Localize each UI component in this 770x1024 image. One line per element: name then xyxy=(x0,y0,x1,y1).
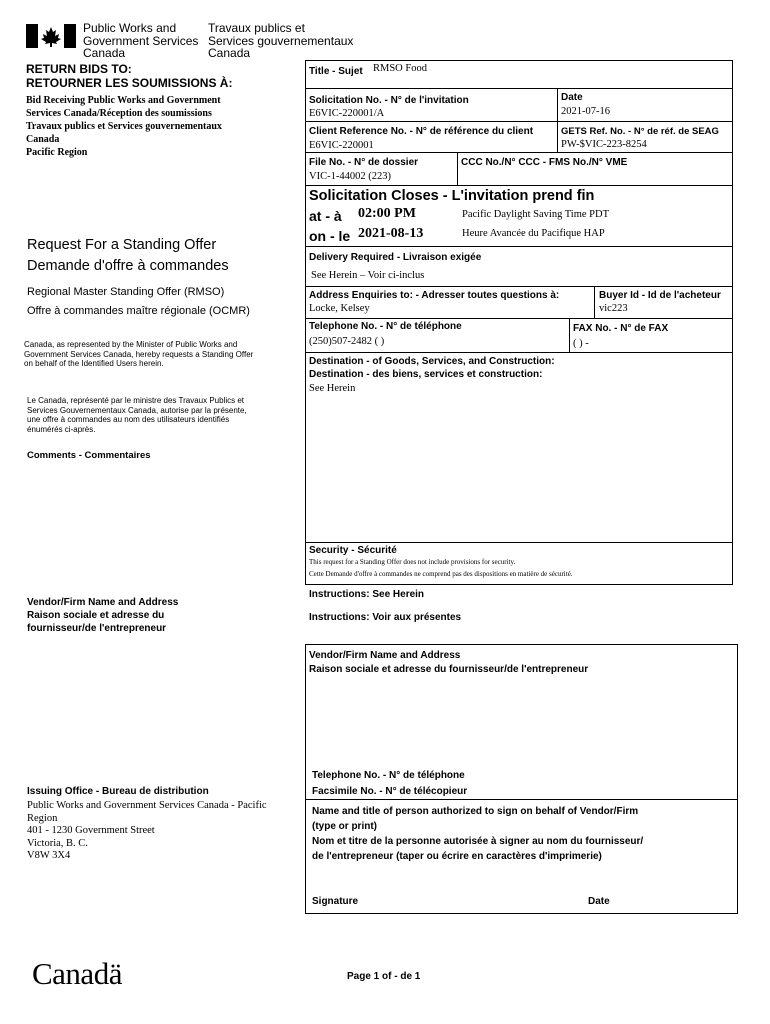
timezone-en: Pacific Daylight Saving Time PDT xyxy=(462,209,609,220)
return-bids-heading xyxy=(26,62,232,90)
solicitation-label: Solicitation No. - N° de l'invitation xyxy=(309,95,469,106)
dept-fr-line: Services gouvernementaux xyxy=(208,33,354,48)
address-enquiries-label: Address Enquiries to: - Adresser toutes questions à: xyxy=(309,290,560,301)
date-value: 2021-07-16 xyxy=(561,106,610,117)
address-enquiries-value: Locke, Kelsey xyxy=(309,303,370,314)
destination-label-fr: Destination - des biens, services et construction: xyxy=(309,369,543,380)
dept-fr-line: Canada xyxy=(208,46,251,60)
gets-value: PW-$VIC-223-8254 xyxy=(561,139,647,150)
paragraph-line: Services Gouvernementaux Canada, autorise par la présente, xyxy=(27,405,247,415)
issuing-line: 401 - 1230 Government Street xyxy=(27,825,155,836)
title-label: Title - Sujet xyxy=(309,66,363,77)
date-label: Date xyxy=(561,92,583,103)
dept-en-line: Public Works and xyxy=(83,21,177,35)
vendor-box-label-en: Vendor/Firm Name and Address xyxy=(309,650,461,661)
return-bids-title-en: RETURN BIDS TO: xyxy=(26,62,132,76)
destination-value: See Herein xyxy=(309,383,356,394)
issuing-line: Victoria, B. C. xyxy=(27,837,88,849)
authorized-person-label xyxy=(312,804,643,864)
client-ref-label: Client Reference No. - N° de référence du client xyxy=(309,126,534,137)
comments-label: Comments - Commentaires xyxy=(27,450,151,461)
address-line: Canada xyxy=(26,134,60,145)
paragraph-line: Canada, as represented by the Minister of Public Works and xyxy=(24,340,238,349)
request-subtitle xyxy=(27,283,250,321)
buyer-id-value: vic223 xyxy=(599,303,628,314)
request-title-fr: Demande d'offre à commandes xyxy=(27,258,229,274)
vendor-box-label-fr: Raison sociale et adresse du fournisseur/de l'entrepreneur xyxy=(309,664,589,675)
solicitation-value: E6VIC-220001/A xyxy=(309,108,385,119)
auth-label-line: de l'entrepreneur (taper ou écrire en caractères d'imprimerie) xyxy=(312,851,602,862)
telephone-label: Telephone No. - N° de téléphone xyxy=(309,321,462,332)
file-value: VIC-1-44002 (223) xyxy=(309,171,391,182)
request-paragraph-en xyxy=(24,340,284,369)
closes-heading: Solicitation Closes - L'invitation prend fin xyxy=(309,188,595,204)
address-line: Bid Receiving Public Works and Government xyxy=(26,95,221,106)
at-label: at - à xyxy=(309,208,342,224)
security-label: Security - Sécurité xyxy=(309,545,397,556)
fax-value: ( ) - xyxy=(573,338,589,349)
paragraph-line: une offre à commandes au nom des utilisateurs identifiés xyxy=(27,415,230,424)
paragraph-line: énumérés ci-après. xyxy=(27,424,96,434)
request-title-en: Request For a Standing Offer xyxy=(27,237,217,253)
vendor-fax-label: Facsimile No. - N° de télécopieur xyxy=(312,786,468,797)
dept-en-line: Canada xyxy=(83,46,126,60)
issuing-office-label: Issuing Office - Bureau de distribution xyxy=(27,786,209,797)
signature-date-label: Date xyxy=(588,896,610,907)
buyer-id-label: Buyer Id - Id de l'acheteur xyxy=(599,290,721,301)
vendor-name-address-field[interactable] xyxy=(306,678,737,766)
closing-date: 2021-08-13 xyxy=(358,226,424,241)
ccc-label: CCC No./N° CCC - FMS No./N° VME xyxy=(461,157,628,168)
paragraph-line: Government Services Canada, hereby requests a Standing Offer xyxy=(24,349,254,359)
canada-wordmark: Canadä xyxy=(32,956,122,991)
address-line: Travaux publics et Services gouvernementaux xyxy=(26,121,222,132)
vendor-label-line: Raison sociale et adresse du xyxy=(27,610,165,621)
auth-label-line: Nom et titre de la personne autorisée à signer au nom du fournisseur/ xyxy=(312,836,644,847)
auth-label-line: Name and title of person authorized to sign on behalf of Vendor/Firm xyxy=(312,806,639,817)
issuing-line: Public Works and Government Services Canada - Pacific xyxy=(27,800,267,811)
fax-label: FAX No. - N° de FAX xyxy=(573,323,669,334)
return-bids-title-fr: RETOURNER LES SOUMISSIONS À: xyxy=(26,76,233,90)
telephone-value: (250)507-2482 ( ) xyxy=(309,336,385,347)
file-label: File No. - N° de dossier xyxy=(309,157,419,168)
security-text-en: This request for a Standing Offer does not include provisions for security. xyxy=(309,558,516,566)
issuing-line: V8W 3X4 xyxy=(27,850,71,861)
instructions-en: Instructions: See Herein xyxy=(309,589,425,600)
closing-time: 02:00 PM xyxy=(358,206,416,221)
paragraph-line: on behalf of the Identified Users herein. xyxy=(24,359,164,368)
title-value: RMSO Food xyxy=(373,63,427,74)
request-title xyxy=(27,235,229,277)
authorized-person-field[interactable] xyxy=(306,864,737,892)
dept-en-line: Government Services xyxy=(83,33,199,48)
client-ref-value: E6VIC-220001 xyxy=(309,140,374,151)
gets-label: GETS Ref. No. - N° de réf. de SEAG xyxy=(561,126,719,137)
request-subtitle-en: Regional Master Standing Offer (RMSO) xyxy=(27,286,225,298)
address-line: Services Canada/Réception des soumissions xyxy=(26,108,212,119)
department-name-en xyxy=(83,22,198,60)
on-label: on - le xyxy=(309,228,351,244)
signature-label: Signature xyxy=(312,896,359,907)
instructions-fr: Instructions: Voir aux présentes xyxy=(309,612,462,623)
return-bids-address xyxy=(26,94,222,159)
vendor-label-line: Vendor/Firm Name and Address xyxy=(27,597,179,608)
paragraph-line: Le Canada, représenté par le ministre des Travaux Publics et xyxy=(27,396,245,405)
dept-fr-line: Travaux publics et xyxy=(208,21,305,35)
request-subtitle-fr: Offre à commandes maître régionale (OCMR) xyxy=(27,305,250,317)
address-line: Pacific Region xyxy=(26,147,88,158)
auth-label-line: (type or print) xyxy=(312,821,377,832)
issuing-line: Region xyxy=(27,812,58,824)
delivery-value: See Herein – Voir ci-inclus xyxy=(311,270,425,281)
timezone-fr: Heure Avancée du Pacifique HAP xyxy=(462,228,605,239)
security-text-fr: Cette Demande d'offre à commandes ne comprend pas des dispositions en matière de sécurité. xyxy=(309,570,573,578)
vendor-telephone-label: Telephone No. - N° de téléphone xyxy=(312,770,465,781)
canada-flag-icon xyxy=(26,24,76,48)
vendor-label-line: fournisseur/de l'entrepreneur xyxy=(27,623,167,634)
department-name-fr xyxy=(208,22,353,60)
destination-label-en: Destination - of Goods, Services, and Construction: xyxy=(309,356,555,367)
vendor-left-label xyxy=(27,596,178,635)
delivery-label: Delivery Required - Livraison exigée xyxy=(309,252,482,263)
page-number: Page 1 of - de 1 xyxy=(347,971,421,982)
issuing-office-address xyxy=(27,800,267,863)
request-paragraph-fr xyxy=(27,396,287,434)
